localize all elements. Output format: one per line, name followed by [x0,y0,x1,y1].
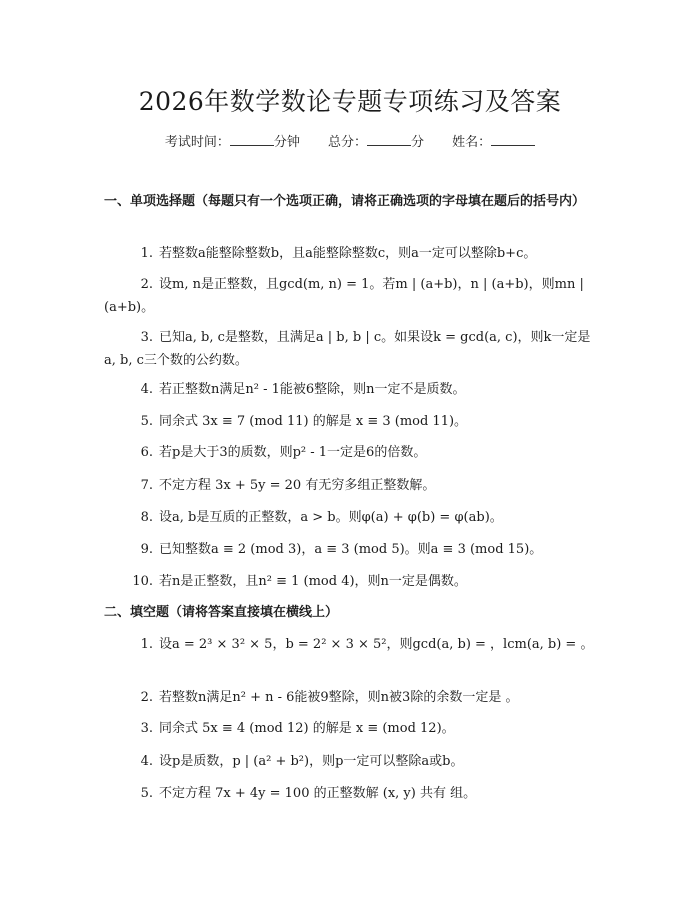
question-item [104,242,601,265]
question-number: 6. [140,445,153,460]
question-item [104,378,601,401]
question-number: 3. [140,330,153,345]
exam-time-field [165,135,300,150]
exam-time-blank [230,133,274,146]
question-text: 同余式 5x ≡ 4 (mod 12) 的解是 x ≡ (mod 12)。 [159,721,455,736]
question-text: 若整数a能整除整数b，且a能整除整数c，则a一定可以整除b+c。 [159,246,537,261]
question-item [104,506,601,529]
question-text: 若n是正整数，且n² ≡ 1 (mod 4)，则n一定是偶数。 [159,574,467,589]
question-text: 设p是质数，p | (a² + b²)，则p一定可以整除a或b。 [159,754,464,769]
exam-time-label: 考试时间： [164,135,230,150]
question-text: 已知整数a ≡ 2 (mod 3)，a ≡ 3 (mod 5)。则a ≡ 3 (mod 15)。 [159,542,543,557]
question-item [104,570,601,593]
question-item [104,750,601,773]
question-text: 若整数n满足n² + n - 6能被9整除，则n被3除的余数一定是 。 [159,690,519,705]
question-text: 设a = 2³ × 3² × 5，b = 2² × 3 × 5²，则gcd(a, b) = ，lcm(a, b) = 。 [159,637,594,652]
total-score-blank [367,133,411,146]
question-number: 2. [140,277,153,292]
name-label: 姓名： [452,135,492,150]
question-item [104,273,601,319]
question-text: 不定方程 3x + 5y = 20 有无穷多组正整数解。 [159,478,436,493]
question-item [104,441,601,464]
name-blank [491,133,535,146]
question-text: 已知a, b, c是整数，且满足a | b, b | c。如果设k = gcd(a, c)，则k一定是a, b, c三个数的公约数。 [104,330,591,368]
question-item [104,538,601,561]
exam-time-unit: 分钟 [273,135,300,150]
question-text: 不定方程 7x + 4y = 100 的正整数解 (x, y) 共有 组。 [159,786,477,801]
question-item [104,326,601,372]
question-text: 设m, n是正整数，且gcd(m, n) = 1。若m | (a+b)，n | (a+b)，则mn | (a+b)。 [104,277,584,315]
question-number: 5. [140,786,153,801]
section-heading-single-choice: 一、单项选择题（每题只有一个选项正确，请将正确选项的字母填在题后的括号内） [104,194,586,209]
question-item [104,782,601,805]
name-field [452,135,535,150]
question-number: 4. [140,382,153,397]
exam-info-line [0,131,700,150]
total-score-label: 总分： [327,135,367,150]
total-score-unit: 分 [411,135,425,150]
question-text: 若p是大于3的质数，则p² - 1一定是6的倍数。 [159,445,427,460]
question-number: 1. [140,637,153,652]
question-number: 7. [140,478,153,493]
question-number: 3. [140,721,153,736]
question-number: 2. [140,690,153,705]
question-number: 8. [140,510,153,525]
question-text: 同余式 3x ≡ 7 (mod 11) 的解是 x ≡ 3 (mod 11)。 [159,414,468,429]
question-number: 1. [140,246,153,261]
question-text: 若正整数n满足n² - 1能被6整除，则n一定不是质数。 [159,382,466,397]
question-item [104,686,601,709]
question-number: 10. [132,574,153,589]
question-item [104,633,601,656]
question-item [104,717,601,740]
question-item [104,410,601,433]
question-number: 9. [140,542,153,557]
question-number: 5. [140,414,153,429]
page-title: 2026年数学数论专题专项练习及答案 [138,87,562,116]
total-score-field [328,135,424,150]
question-item [104,474,601,497]
question-text: 设a, b是互质的正整数，a > b。则φ(a) + φ(b) = φ(ab)。 [159,510,503,525]
section-heading-fill-in: 二、填空题（请将答案直接填在横线上） [104,605,339,620]
question-number: 4. [140,754,153,769]
